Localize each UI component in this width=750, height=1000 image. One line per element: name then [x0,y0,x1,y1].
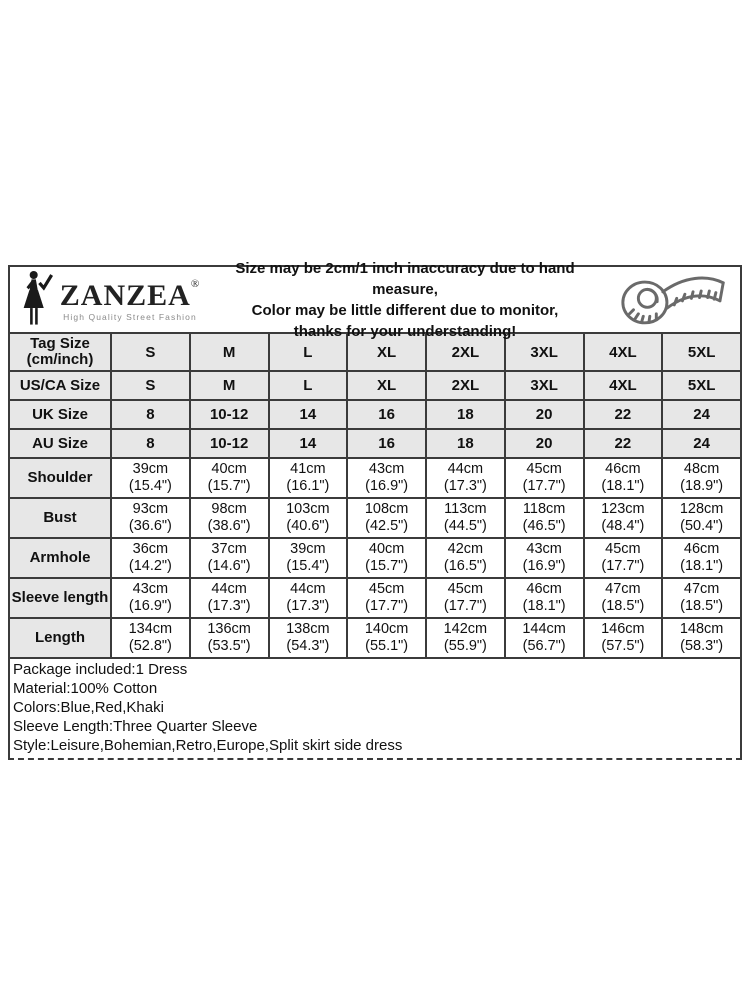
measurement-cell: 118cm (46.5") [505,498,584,538]
fashion-figure-icon [18,270,58,331]
measurement-cell: 37cm (14.6") [190,538,269,578]
size-cell: 2XL [426,371,505,400]
size-cell: M [190,371,269,400]
zanzea-logo [10,268,208,331]
size-cell: XL [347,371,426,400]
measurement-cell: 45cm (17.7") [426,578,505,618]
row-sublabel: (cm/inch) [26,351,94,368]
measurement-cell: 142cm (55.9") [426,618,505,658]
measurement-cell: 98cm (38.6") [190,498,269,538]
size-cell: 3XL [505,333,584,371]
measurement-cell: 36cm (14.2") [111,538,190,578]
size-cell: S [111,333,190,371]
measurement-cell: 138cm (54.3") [269,618,348,658]
brand-wordmark-wrap [60,279,200,322]
notice-line: Size may be 2cm/1 inch inaccuracy due to hand measure, [235,259,575,298]
size-cell: 5XL [662,371,741,400]
note-line-style: Style:Leisure,Bohemian,Retro,Europe,Split skirt side dress [13,737,403,754]
row-label: UK Size [9,400,111,429]
table-row [9,498,741,538]
brand-tagline: High Quality Street Fashion [63,312,197,323]
measurement-cell: 46cm (18.1") [505,578,584,618]
row-label: Sleeve length [9,578,111,618]
measurement-cell: 46cm (18.1") [662,538,741,578]
measurement-cell: 43cm (16.9") [111,578,190,618]
note-line-sleeve: Sleeve Length:Three Quarter Sleeve [13,718,258,735]
size-cell: 2XL [426,333,505,371]
measurement-cell: 144cm (56.7") [505,618,584,658]
size-cell: L [269,333,348,371]
size-cell: 22 [584,429,663,458]
size-cell: 16 [347,429,426,458]
size-cell: 18 [426,429,505,458]
measurement-cell: 45cm (17.7") [347,578,426,618]
measurement-cell: 44cm (17.3") [190,578,269,618]
row-label: US/CA Size [9,371,111,400]
measurement-cell: 42cm (16.5") [426,538,505,578]
measurement-cell: 41cm (16.1") [269,458,348,498]
measurement-cell: 47cm (18.5") [662,578,741,618]
measurement-cell: 108cm (42.5") [347,498,426,538]
size-cell: S [111,371,190,400]
size-table-body [9,333,741,658]
size-cell: 14 [269,429,348,458]
size-cell: 16 [347,400,426,429]
table-row [9,618,741,658]
measurement-cell: 148cm (58.3") [662,618,741,658]
measurement-cell: 93cm (36.6") [111,498,190,538]
size-cell: XL [347,333,426,371]
measuring-tape-icon [602,269,740,331]
measurement-cell: 146cm (57.5") [584,618,663,658]
row-label: Shoulder [9,458,111,498]
notice-line: Color may be little different due to monitor, [251,301,559,319]
size-cell: 24 [662,400,741,429]
measurement-cell: 103cm (40.6") [269,498,348,538]
measurement-cell: 47cm (18.5") [584,578,663,618]
measurement-cell: 128cm (50.4") [662,498,741,538]
notes-block [8,657,742,760]
size-cell: 20 [505,429,584,458]
size-cell: M [190,333,269,371]
note-line-material: Material:100% Cotton [13,680,158,697]
measurement-cell: 140cm (55.1") [347,618,426,658]
measurement-cell: 44cm (17.3") [269,578,348,618]
measurement-cell: 43cm (16.9") [347,458,426,498]
measurement-cell: 134cm (52.8") [111,618,190,658]
measurement-cell: 136cm (53.5") [190,618,269,658]
table-row [9,578,741,618]
measurement-cell: 113cm (44.5") [426,498,505,538]
size-cell: L [269,371,348,400]
table-row [9,371,741,400]
measurement-cell: 44cm (17.3") [426,458,505,498]
size-cell: 14 [269,400,348,429]
size-cell: 24 [662,429,741,458]
measure-notice [208,258,602,342]
table-row [9,538,741,578]
row-label: AU Size [9,429,111,458]
row-label: Tag Size (cm/inch) [9,333,111,371]
table-row [9,429,741,458]
size-cell: 3XL [505,371,584,400]
measurement-cell: 43cm (16.9") [505,538,584,578]
table-row [9,400,741,429]
row-label: Armhole [9,538,111,578]
size-cell: 18 [426,400,505,429]
size-table [8,332,742,659]
measurement-cell: 45cm (17.7") [584,538,663,578]
size-chart-sheet [8,259,742,760]
measurement-cell: 40cm (15.7") [190,458,269,498]
measurement-cell: 48cm (18.9") [662,458,741,498]
size-cell: 4XL [584,371,663,400]
measurement-cell: 39cm (15.4") [111,458,190,498]
measurement-cell: 39cm (15.4") [269,538,348,578]
measurement-cell: 45cm (17.7") [505,458,584,498]
brand-header [8,259,742,340]
measurement-cell: 40cm (15.7") [347,538,426,578]
note-line-package: Package included:1 Dress [13,661,188,678]
registered-mark: ® [190,278,201,291]
row-label: Length [9,618,111,658]
measurement-cell: 123cm (48.4") [584,498,663,538]
row-label: Bust [9,498,111,538]
notice-line: thanks for your understanding! [293,322,517,340]
size-cell: 10-12 [190,400,269,429]
size-cell: 8 [111,429,190,458]
size-cell: 8 [111,400,190,429]
size-cell: 5XL [662,333,741,371]
size-cell: 22 [584,400,663,429]
table-row [9,458,741,498]
size-cell: 10-12 [190,429,269,458]
brand-wordmark: ZANZEA® [59,278,201,313]
measurement-cell: 46cm (18.1") [584,458,663,498]
size-cell: 20 [505,400,584,429]
size-cell: 4XL [584,333,663,371]
note-line-colors: Colors:Blue,Red,Khaki [13,699,164,716]
